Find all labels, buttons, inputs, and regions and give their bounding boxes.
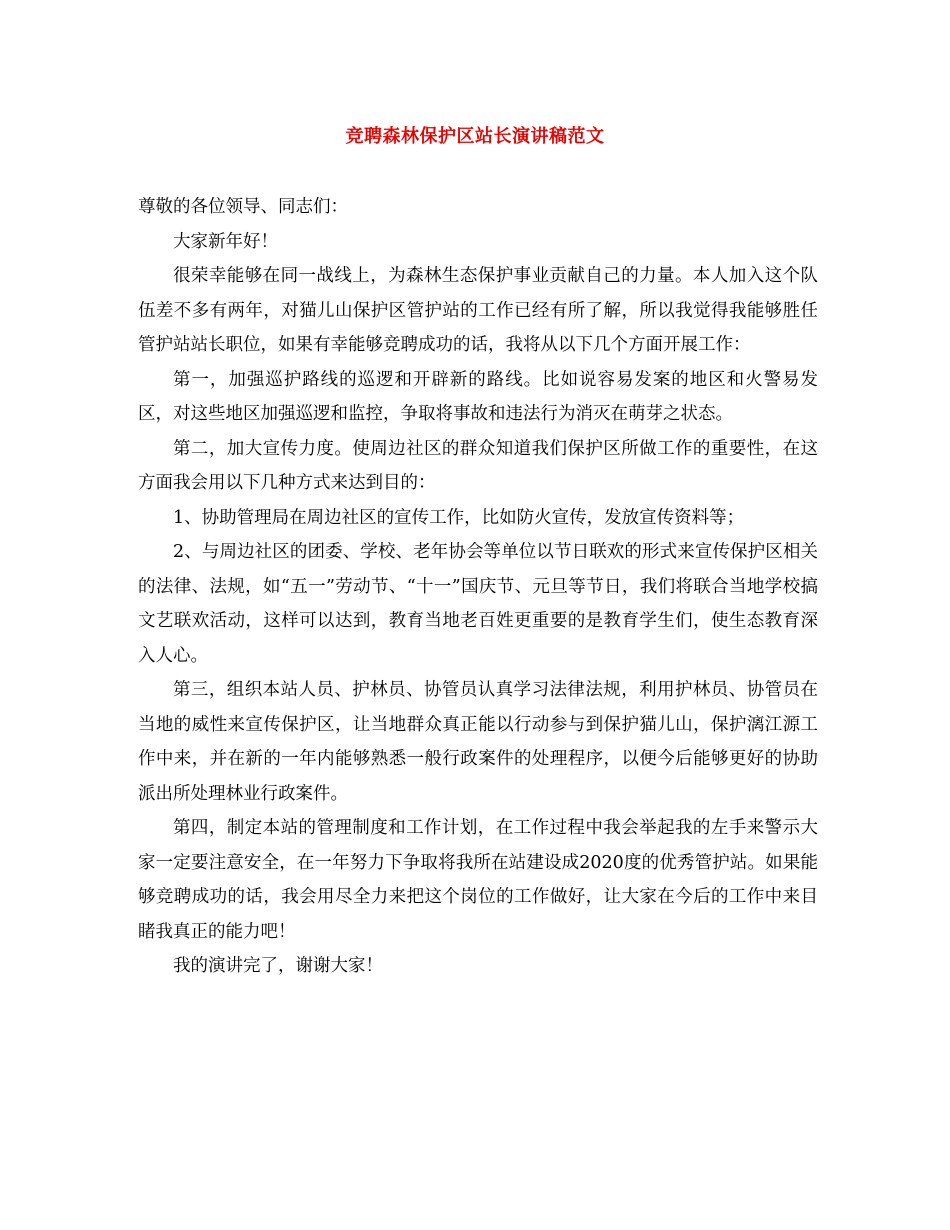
document-body — [138, 190, 818, 984]
salutation: 尊敬的各位领导、同志们： — [138, 197, 348, 217]
paragraph-point-three: 第三，组织本站人员、护林员、协管员认真学习法律法规，利用护林员、协管员在当地的威性来宣传保护区，让当地群众真正能以行动参与到保护猫儿山，保护漓江源工作中来，并在新的一年内能够熟悉一般行政案件的处理程序，以便今后能够更好的协助派出所处理林业行政案件。 — [138, 680, 818, 804]
document-title: 竞聘森林保护区站长演讲稿范文 — [345, 126, 605, 147]
paragraph-point-two: 第二，加大宣传力度。使周边社区的群众知道我们保护区所做工作的重要性，在这方面我会用以下几种方式来达到目的： — [138, 438, 818, 493]
paragraph-point-four: 第四，制定本站的管理制度和工作计划，在工作过程中我会举起我的左手来警示大家一定要注意安全，在一年努力下争取将我所在站建设成2020度的优秀管护站。如果能够竞聘成功的话，我会用尽全力来把这个岗位的工作做好，让大家在今后的工作中来目睹我真正的能力吧！ — [138, 818, 818, 942]
paragraph-introduction: 很荣幸能够在同一战线上，为森林生态保护事业贡献自己的力量。本人加入这个队伍差不多有两年，对猫儿山保护区管护站的工作已经有所了解，所以我觉得我能够胜任管护站站长职位，如果有幸能够竞聘成功的话，我将从以下几个方面开展工作： — [138, 266, 818, 355]
paragraph-item-one: 1、协助管理局在周边社区的宣传工作，比如防火宣传，发放宣传资料等； — [173, 507, 745, 528]
paragraph-greeting: 大家新年好！ — [173, 231, 278, 252]
paragraph-point-one: 第一，加强巡护路线的巡逻和开辟新的路线。比如说容易发案的地区和火警易发区，对这些地区加强巡逻和监控，争取将事故和违法行为消灭在萌芽之状态。 — [138, 369, 818, 424]
paragraph-item-two: 2、与周边社区的团委、学校、老年协会等单位以节日联欢的形式来宣传保护区相关的法律、法规，如“五一”劳动节、“十一”国庆节、元旦等节日，我们将联合当地学校搞文艺联欢活动，这样可以达到，教育当地老百姓更重要的是教育学生们，使生态教育深入人心。 — [138, 542, 818, 666]
paragraph-closing: 我的演讲完了，谢谢大家！ — [173, 956, 383, 976]
